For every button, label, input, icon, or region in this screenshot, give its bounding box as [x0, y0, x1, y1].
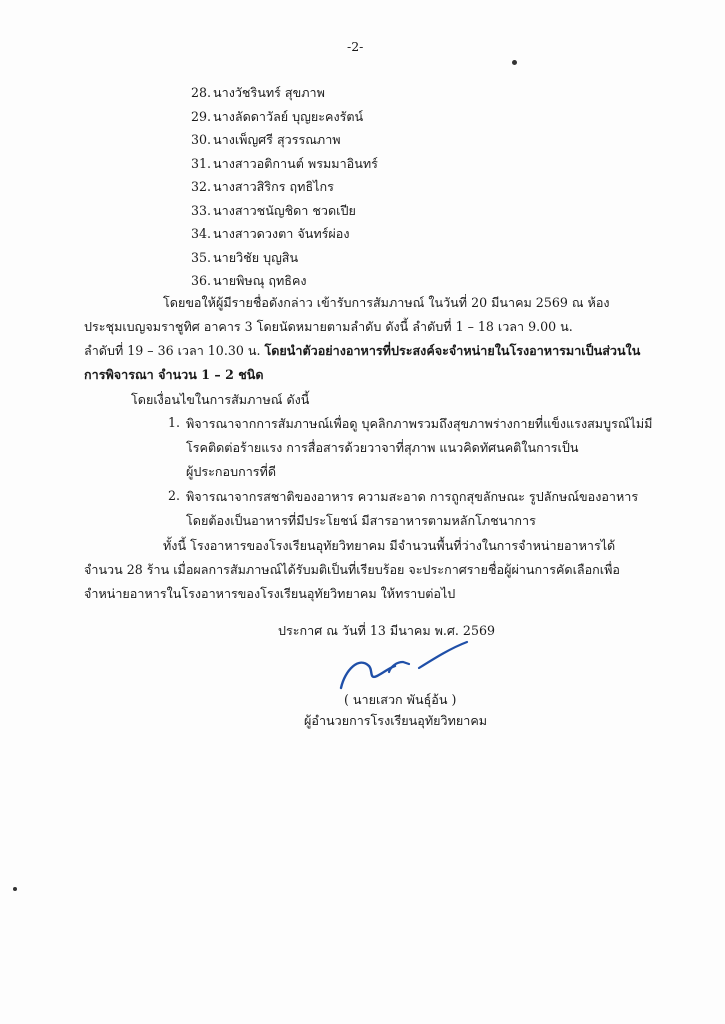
list-item [191, 131, 378, 155]
item-number: 35. [191, 249, 212, 265]
person-name: นางสาวสิริกร ฤทธิไกร [213, 179, 334, 194]
person-name: นางเพ็ญศรี สุวรรณภาพ [213, 132, 341, 147]
person-name: นายวิชัย บุญสิน [213, 249, 299, 265]
criterion-number: 2. [168, 488, 181, 503]
person-name: นางสาวชนัญชิดา ชวดเปีย [213, 202, 356, 218]
signer-name: ( นายเสวก พันธุ์อ้น ) [344, 692, 457, 707]
list-item [191, 202, 378, 226]
closing-line-2: จำนวน 28 ร้าน เมื่อผลการสัมภาษณ์ได้รับมติเป็นที่เรียบร้อย จะประกาศรายชื่อผู้ผ่านการคัดเลือกเพื่อ [84, 562, 620, 577]
schedule-line-1: โดยขอให้ผู้มีรายชื่อดังกล่าว เข้ารับการสัมภาษณ์ ในวันที่ 20 มีนาคม 2569 ณ ห้อง [163, 295, 610, 310]
schedule-line-2: ประชุมเบญจมราชูทิศ อาคาร 3 โดยนัดหมายตามลำดับ ดังนี้ ลำดับที่ 1 – 18 เวลา 9.00 น. [84, 319, 573, 334]
criterion-line: โรคติดต่อร้ายแรง การสื่อสารด้วยวาจาที่สุภาพ แนวคิดทัศนคติในการเป็น [186, 440, 579, 455]
page-number: -2- [347, 39, 364, 54]
item-number: 30. [191, 132, 212, 147]
scan-speck [13, 887, 17, 891]
conditions-heading: โดยเงื่อนไขในการสัมภาษณ์ ดังนี้ [131, 392, 310, 407]
list-item [191, 272, 378, 296]
scan-speck [512, 60, 517, 65]
item-number: 33. [191, 202, 212, 218]
closing-line-3: จำหน่ายอาหารในโรงอาหารของโรงเรียนอุทัยวิทยาคม ให้ทราบต่อไป [84, 586, 456, 601]
schedule-line-4: การพิจารณา จำนวน 1 – 2 ชนิด [84, 367, 264, 382]
criterion-number: 1. [168, 415, 181, 430]
food-sample-instruction: โดยนำตัวอย่างอาหารที่ประสงค์จะจำหน่ายในโรงอาหารมาเป็นส่วนใน [264, 343, 641, 358]
item-number: 32. [191, 179, 212, 194]
committee-list [191, 84, 378, 296]
item-number: 31. [191, 155, 212, 171]
person-name: นางวัชรินทร์ สุขภาพ [213, 85, 325, 100]
list-item [191, 225, 378, 249]
closing-line-1: ทั้งนี้ โรงอาหารของโรงเรียนอุทัยวิทยาคม มีจำนวนพื้นที่ว่างในการจำหน่ายอาหารได้ [163, 538, 616, 553]
person-name: นางสาวอติกานต์ พรมมาอินทร์ [213, 155, 378, 171]
signature [325, 636, 475, 694]
person-name: นางสาวดวงตา จันทร์ผ่อง [213, 226, 350, 241]
item-number: 36. [191, 273, 212, 288]
list-item [191, 249, 378, 273]
criterion-line: พิจารณาจากการสัมภาษณ์เพื่อดู บุคลิกภาพรวมถึงสุขภาพร่างกายที่แข็งแรงสมบูรณ์ไม่มี [186, 416, 653, 431]
schedule-time-text: ลำดับที่ 19 – 36 เวลา 10.30 น. [84, 343, 265, 358]
announcement-date: ประกาศ ณ วันที่ 13 มีนาคม พ.ศ. 2569 [278, 623, 495, 638]
list-item [191, 84, 378, 108]
list-item [191, 108, 378, 132]
list-item [191, 155, 378, 179]
criterion-line: ผู้ประกอบการที่ดี [186, 464, 277, 479]
criterion-line: โดยต้องเป็นอาหารที่มีประโยชน์ มีสารอาหารตามหลักโภชนาการ [186, 513, 536, 528]
item-number: 28. [191, 85, 212, 100]
schedule-line-3 [84, 342, 640, 360]
item-number: 29. [191, 108, 212, 124]
person-name: นางลัดดาวัลย์ บุญยะคงรัตน์ [213, 108, 364, 124]
signer-position: ผู้อำนวยการโรงเรียนอุทัยวิทยาคม [304, 713, 488, 728]
criterion-line: พิจารณาจากรสชาติของอาหาร ความสะอาด การถูกสุขลักษณะ รูปลักษณ์ของอาหาร [186, 489, 639, 504]
list-item [191, 178, 378, 202]
person-name: นายพิษณุ ฤทธิคง [213, 273, 307, 288]
item-number: 34. [191, 226, 212, 241]
